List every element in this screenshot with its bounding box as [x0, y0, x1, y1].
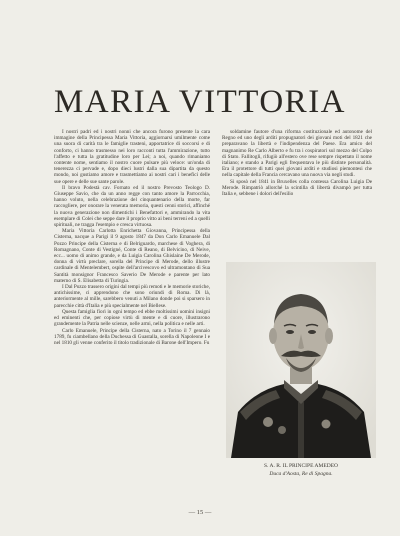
right-text-column	[222, 129, 372, 197]
paragraph: I Dal Pozzo trassero origini dal tempi più remoti e le memorie storiche, antichissime, ci apprendono che sono oriundi di Roma. Di là, anteriormente al mille, sarebbero venuti a Milano donde poi si sparsero in parecchie città d'Italia e più specialmente nel Biellese.	[54, 284, 210, 309]
paragraph: I nostri padri ed i nostri nonni che ancora furono presente la cara immagine della Principessa Maria Vittoria, aggiornarsi umilmente come una suora di carità tra le famiglie trasteni, apportatrice di soccorsi e di conforto, ci hanno trasmesso nei loro racconti tutta l'ammirazione, tutto l'affetto e tutta la gratitudine loro per Lei; a noi, quando rimaniamo contente nome, sentiamo il nostro cuore pulsare più veloce: un'onda di tenerezza ci pervade e, dopo dieci lustri dalla sua dipartita da questo mondo, noi gustiamo amore e trasmettiamo ai nostri cari i benefici delle sue opere e delle sue sante parole.	[54, 129, 210, 185]
caption-subtitle: Duca d'Aosta, Re di Spagna.	[269, 471, 333, 477]
portrait-caption	[222, 462, 380, 478]
paragraph: Il bravo Podestà cav. Fornato ed il nostro Prevosto Teologo D. Giuseppe Savio, che da un anno regge con tanto amore la Parrocchia, hanno voluto, nella celebrazione del cinquantenario della morte, far raccogliere, per onorare la venerata memoria, questi cenni storici, affinché la nuova generazione non dimentichi i Benefattori e, ammirando la vita esemplare di Colei che seppe dare il proprio vitto ai beni terreni ed a quelli spirituali, ne tragga l'esempio e cresca virtuosa.	[54, 184, 210, 229]
paragraph: Questa famiglia fiorì in ogni tempo ed ebbe moltissimi uomini insigni ed eminenti che, per copiose virtù di mente e di cuore, illustrarono grandemente la Patria nelle scienze, nelle armi, nella politica e nelle arti.	[54, 308, 210, 328]
left-text-column	[54, 129, 210, 346]
caption-title: S. A. R. IL PRINCIPE AMEDEO	[263, 463, 339, 469]
paragraph: soldamine fautore d'una riforma costituzionale ed autonome del Regno ed uno degli arditi propugnatori dei giovani moti del 1821 che preparavano la libertà e l'indipendenza del Paese. Era amico del magnanimo Re Carlo Alberto e fu tra i cospiratori sul mezzo del Colpo di Stato. Fallitogli, rifugiò all'estero ove rese sempre rispettato il nome italiano; e stando a Parigi egli frequentava le più distinte personalità. Era il protettore di tutti quei giovani arditi e studiosi piemontesi che nella capitale della Francia cercavano una nuova via negli studi.	[222, 129, 372, 179]
portrait-illustration	[226, 262, 376, 458]
page-number: — 15 —	[188, 509, 212, 516]
paragraph: Si sposò nel 1841 in Bruxelles colla contessa Carolina Luigia De Merode. Rimpatriò allorché la scintilla di libertà divampò per tutta Italia e, sebbene i dolori dell'esilio	[222, 178, 372, 198]
portrait-photo	[226, 262, 376, 458]
paragraph: Maria Vittoria Carlotta Enrichetta Giovanna, Principessa della Cisterna, nacque a Parigi il 9 agosto 1847 da Don Carlo Emanuele Dal Pozzo Principe della Cisterna e di Belriguardo, marchese di Voghera, di Romagnano, Conte di Vestigné, Conte di Reano, di Belvicino, di Neive, ecc... uomo di animo grande, e da Luigia Carolina Ghislaine De Merode, donna di virtù preclare, sorella del Principe di Merode, dello illustre cardinale di Mentelembert, ospite dell'arcivescovo ed ultramontano di Sua Santità monsignor Francesco Saverio De Merode e parente per lato materno di S. Elisabetta di Turingia.	[54, 228, 210, 284]
paragraph: Carlo Emanuele, Principe della Cisterna, nato a Torino il 7 gennaio 1789, fu ciambellano della Duchessa di Guastalla, sorella di Napoleone I e nel 1810 gli venne conferito il titolo tradizionale di Barone dell'Impero. Fu	[54, 327, 210, 346]
page-title: MARIA VITTORIA	[53, 84, 347, 120]
